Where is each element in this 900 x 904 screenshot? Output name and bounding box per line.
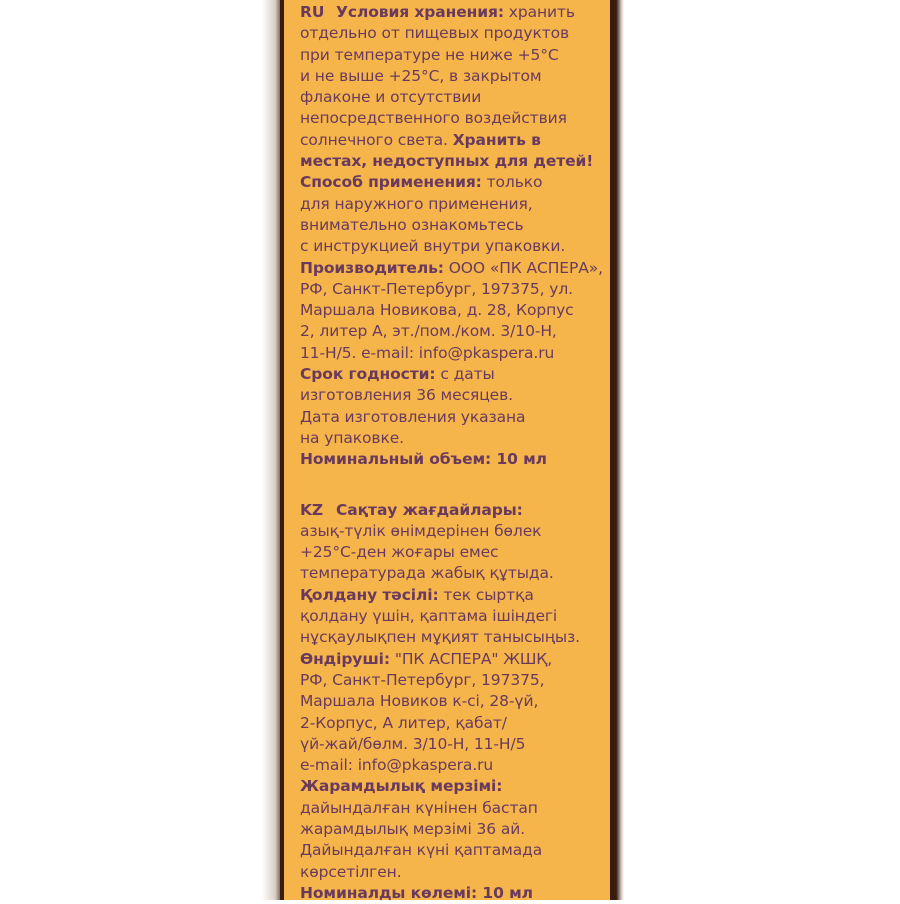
ru-storage-line: отдельно от пищевых продуктов (300, 24, 570, 43)
ru-usage-line: внимательно ознакомьтесь (300, 215, 524, 234)
label-text (300, 2, 603, 904)
kz-manufacturer-line: "ПК АСПЕРА" ЖШҚ, (390, 649, 553, 668)
kz-shelf-line: жарамдылық мерзімі 36 ай. (300, 819, 526, 838)
kz-storage-line: температурада жабық құтыда. (300, 564, 554, 583)
ru-storage-line-text: солнечного света. (300, 130, 453, 149)
ru-storage-warning: местах, недоступных для детей! (300, 152, 594, 171)
ru-manufacturer-line: 11-Н/5. e-mail: info@pkaspera.ru (300, 343, 555, 362)
ru-storage-line: хранить (503, 3, 575, 21)
ru-usage-line: для наружного применения, (300, 194, 533, 213)
ru-usage-heading (300, 172, 600, 193)
ru-usage-title: Способ применения: (300, 173, 482, 192)
kz-storage-heading (300, 500, 600, 521)
ru-storage-line: флаконе и отсутствии (300, 88, 482, 107)
ru-storage-line: непосредственного воздействия (300, 109, 567, 128)
section-gap (300, 471, 600, 500)
kz-manufacturer-line: e-mail: info@pkaspera.ru (300, 756, 494, 775)
ru-shelf-line: Дата изготовления указана (300, 407, 526, 426)
kz-manufacturer-line: үй-жай/бөлм. 3/10-Н, 11-Н/5 (300, 734, 526, 753)
ru-storage-line (300, 130, 600, 151)
ru-manufacturer-title: Производитель: (300, 258, 444, 277)
kz-manufacturer-line: 2-Корпус, А литер, қабат/ (300, 713, 507, 732)
ru-shelf-line: с даты (435, 365, 495, 384)
kz-manufacturer-title: Өндіруші: (300, 649, 390, 668)
ru-usage-line: с инструкцией внутри упаковки. (300, 237, 566, 256)
ru-storage-line: и не выше +25°С, в закрытом (300, 66, 542, 85)
kz-shelf-line: дайындалған күнінен бастап (300, 798, 538, 817)
ru-shelf-line: на упаковке. (300, 428, 404, 447)
kz-storage-title: Сақтау жағдайлары: (336, 500, 523, 519)
kz-storage-line: +25°С-ден жоғары емес (300, 543, 499, 562)
kz-usage-line: нұсқаулықпен мұқият танысыңыз. (300, 628, 580, 647)
ru-lang-code: RU (300, 3, 325, 21)
kz-usage-line: тек сыртқа (438, 585, 534, 604)
kz-manufacturer-line: Маршала Новиков к-сі, 28-үй, (300, 692, 539, 711)
ru-usage-line: только (481, 173, 543, 192)
ru-storage-title: Условия хранения: (336, 3, 504, 21)
kz-manufacturer-line: РФ, Санкт-Петербург, 197375, (300, 670, 545, 689)
ru-shelf-title: Срок годности: (300, 365, 436, 384)
kz-storage-line: азық-түлік өнімдерінен бөлек (300, 521, 542, 540)
ru-storage-line: при температуре не ниже +5°С (300, 45, 559, 64)
kz-usage-heading (300, 585, 600, 606)
ru-manufacturer-line: РФ, Санкт-Петербург, 197375, ул. (300, 279, 573, 298)
ru-manufacturer-line: ООО «ПК АСПЕРА», (443, 258, 603, 277)
kz-lang-code: KZ (300, 500, 324, 519)
ru-shelf-heading (300, 364, 600, 385)
ru-manufacturer-line: 2, литер А, эт./пом./ком. 3/10-Н, (300, 322, 557, 341)
box-right-edge (616, 0, 624, 900)
ru-volume: Номинальный объем: 10 мл (300, 450, 547, 469)
kz-shelf-line: көрсетілген. (300, 862, 402, 881)
ru-shelf-line: изготовления 36 месяцев. (300, 386, 513, 405)
kz-usage-line: қолдану үшін, қаптама ішіндегі (300, 607, 558, 626)
ru-manufacturer-heading (300, 258, 603, 279)
kz-shelf-title: Жарамдылық мерзімі: (300, 777, 503, 796)
kz-manufacturer-heading (300, 649, 600, 670)
kz-shelf-line: Дайындалған күні қаптамада (300, 841, 543, 860)
ru-storage-warning: Хранить в (452, 130, 541, 149)
ru-manufacturer-line: Маршала Новикова, д. 28, Корпус (300, 301, 574, 320)
kz-volume: Номиналды көлемі: 10 мл (300, 883, 533, 902)
kz-usage-title: Қолдану тәсілі: (300, 585, 439, 604)
ru-storage-heading (300, 2, 600, 23)
